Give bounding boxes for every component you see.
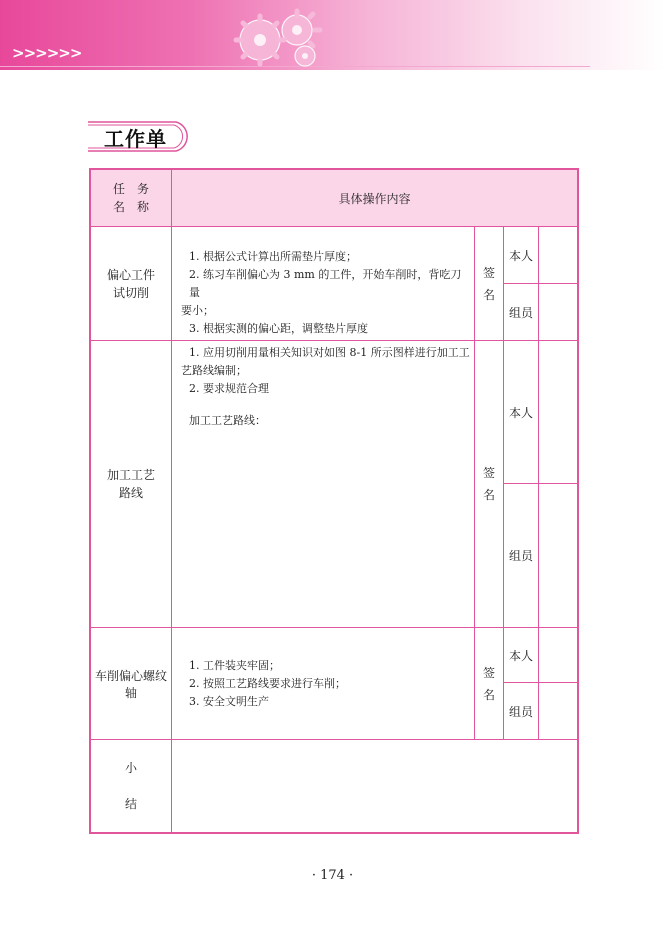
sign-char: 签	[482, 665, 495, 680]
content-line: 1. 工件装夹牢固；	[189, 659, 280, 672]
member-label: 组员	[508, 305, 533, 320]
content-line: 1. 应用切削用量相关知识对如图 8-1 所示图样进行加工工	[189, 346, 470, 359]
worksheet-table	[89, 168, 579, 834]
route-writing-area[interactable]	[173, 438, 471, 624]
col-divider	[171, 170, 172, 832]
self-signature-field[interactable]	[539, 227, 577, 283]
summary-writing-area[interactable]	[172, 740, 577, 832]
self-signature-field[interactable]	[539, 628, 577, 682]
content-line: 2. 练习车削偏心为 3 mm 的工件，开始车削时，背吃刀量	[189, 268, 462, 299]
self-label: 本人	[508, 405, 533, 420]
task-content-cell	[181, 344, 471, 430]
self-label: 本人	[508, 648, 533, 663]
task-name-line2: 路线	[118, 486, 143, 500]
content-line: 3. 根据实测的偏心距，调整垫片厚度	[189, 322, 368, 335]
task-name-cell	[91, 341, 171, 627]
header-task-line1: 任 务	[112, 182, 149, 196]
task-name-line1: 加工工艺	[106, 468, 155, 482]
gear-icon	[225, 8, 335, 70]
summary-char: 结	[124, 797, 137, 811]
task-name-cell	[91, 227, 171, 340]
task-content-cell	[181, 657, 471, 711]
member-signature-field[interactable]	[539, 284, 577, 340]
sign-char: 名	[482, 687, 495, 702]
member-label: 组员	[508, 549, 533, 563]
chevron-decoration: >>>>>>	[12, 44, 82, 62]
summary-label	[91, 740, 171, 832]
self-signature-field[interactable]	[539, 341, 577, 483]
sign-char: 名	[482, 287, 495, 302]
content-line: 2. 要求规范合理	[189, 382, 269, 395]
content-line: 要小；	[181, 304, 214, 317]
summary-char: 小	[124, 761, 137, 775]
sign-label	[475, 341, 503, 627]
sign-label	[475, 227, 503, 340]
sign-char: 签	[482, 265, 495, 280]
task-name-cell: 车削偏心螺纹轴	[94, 668, 167, 700]
sign-label	[475, 628, 503, 739]
content-line: 3. 安全文明生产	[189, 695, 269, 708]
member-signature-field[interactable]	[539, 484, 577, 627]
task-name-line1: 偏心工件	[106, 267, 155, 282]
task-name-line2: 试切削	[112, 285, 149, 300]
header-task-name	[91, 170, 171, 226]
member-signature-field[interactable]	[539, 683, 577, 739]
route-label: 加工工艺路线：	[189, 414, 266, 427]
header-content: 具体操作内容	[338, 191, 411, 206]
sign-char: 名	[482, 488, 495, 502]
page-number: · 174 ·	[311, 868, 354, 883]
member-label: 组员	[508, 704, 533, 719]
content-line: 2. 按照工艺路线要求进行车削；	[189, 677, 346, 690]
self-label: 本人	[508, 248, 533, 263]
header-task-line2: 名 称	[112, 200, 149, 214]
page-title: 工作单	[104, 127, 167, 151]
content-line: 艺路线编制；	[181, 364, 247, 377]
sign-char: 签	[482, 466, 495, 480]
task-content-cell	[181, 248, 471, 338]
content-line: 1. 根据公式计算出所需垫片厚度；	[189, 250, 357, 263]
